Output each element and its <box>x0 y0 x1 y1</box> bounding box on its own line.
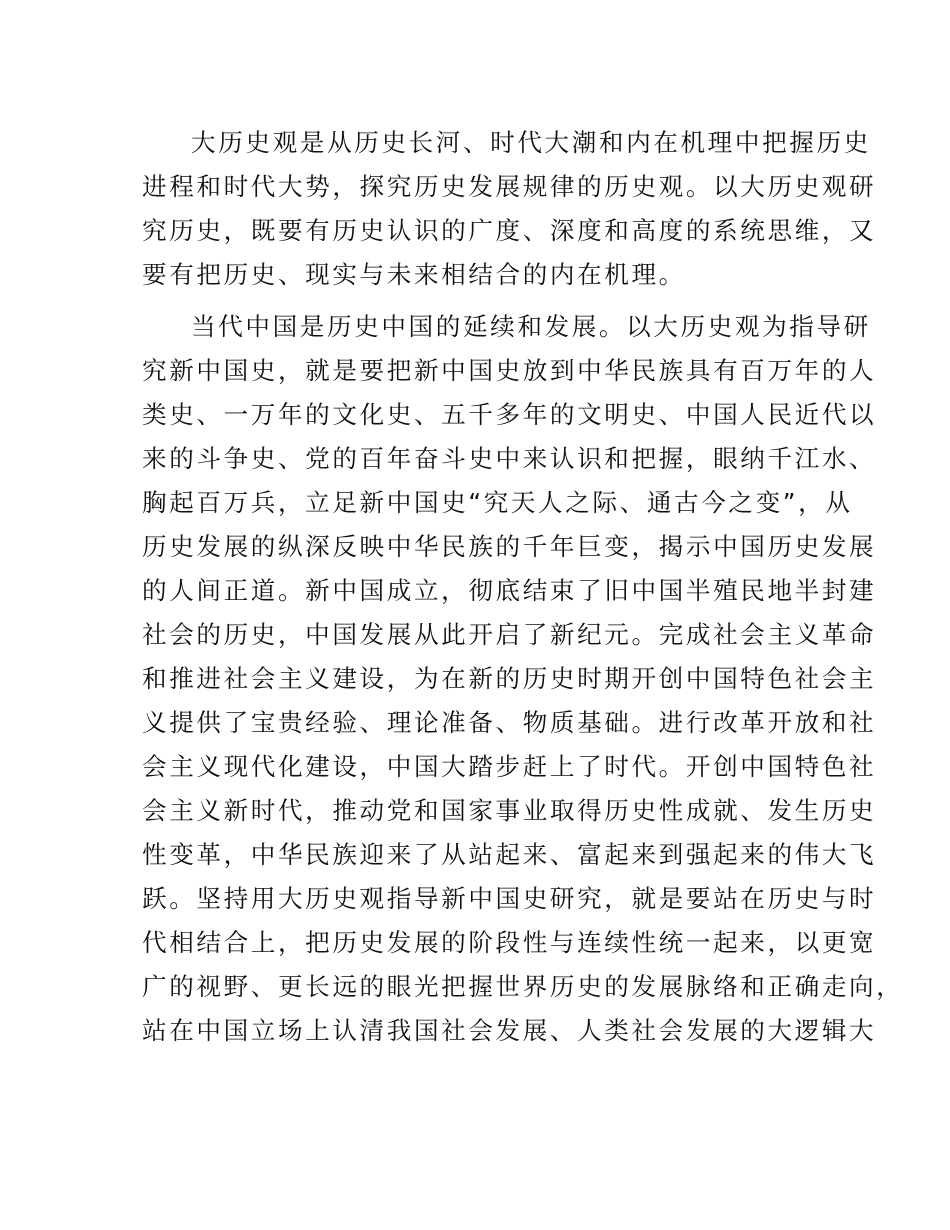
document-page <box>142 121 904 1061</box>
text-line: 当代中国是历史中国的延续和发展。以大历史观为指导研 <box>191 312 871 341</box>
text-line: 和推进社会主义建设，为在新的历史时期开创中国特色社会主 <box>142 664 877 693</box>
text-line: 义提供了宝贵经验、理论准备、物质基础。进行改革开放和社 <box>142 708 877 737</box>
text-line: 性变革，中华民族迎来了从站起来、富起来到强起来的伟大飞 <box>142 840 877 869</box>
paragraph-1 <box>142 121 877 297</box>
text-line: 社会的历史，中国发展从此开启了新纪元。完成社会主义革命 <box>142 620 877 649</box>
text-line: 类史、一万年的文化史、五千多年的文明史、中国人民近代以 <box>142 400 877 429</box>
text-line: 历史发展的纵深反映中华民族的千年巨变，揭示中国历史发展 <box>142 532 877 561</box>
text-line: 胸起百万兵，立足新中国史“究天人之际、通古今之变”，从 <box>142 488 853 517</box>
text-line: 会主义现代化建设，中国大踏步赶上了时代。开创中国特色社 <box>142 752 877 781</box>
text-line: 的人间正道。新中国成立，彻底结束了旧中国半殖民地半封建 <box>142 576 877 605</box>
text-line: 要有把历史、现实与未来相结合的内在机理。 <box>142 260 686 289</box>
text-line: 跃。坚持用大历史观指导新中国史研究，就是要站在历史与时 <box>142 884 877 913</box>
text-line: 站在中国立场上认清我国社会发展、人类社会发展的大逻辑大 <box>142 1016 877 1045</box>
text-line: 究新中国史，就是要把新中国史放到中华民族具有百万年的人 <box>142 356 877 385</box>
text-line: 大历史观是从历史长河、时代大潮和内在机理中把握历史 <box>191 128 871 157</box>
text-line: 来的斗争史、党的百年奋斗史中来认识和把握，眼纳千江水、 <box>142 444 877 473</box>
text-line: 会主义新时代，推动党和国家事业取得历史性成就、发生历史 <box>142 796 877 825</box>
text-line: 广的视野、更长远的眼光把握世界历史的发展脉络和正确走向， <box>142 972 904 1001</box>
text-line: 究历史，既要有历史认识的广度、深度和高度的系统思维，又 <box>142 216 877 245</box>
text-line: 代相结合上，把历史发展的阶段性与连续性统一起来，以更宽 <box>142 928 877 957</box>
text-line: 进程和时代大势，探究历史发展规律的历史观。以大历史观研 <box>142 172 877 201</box>
paragraph-2 <box>142 305 904 1053</box>
